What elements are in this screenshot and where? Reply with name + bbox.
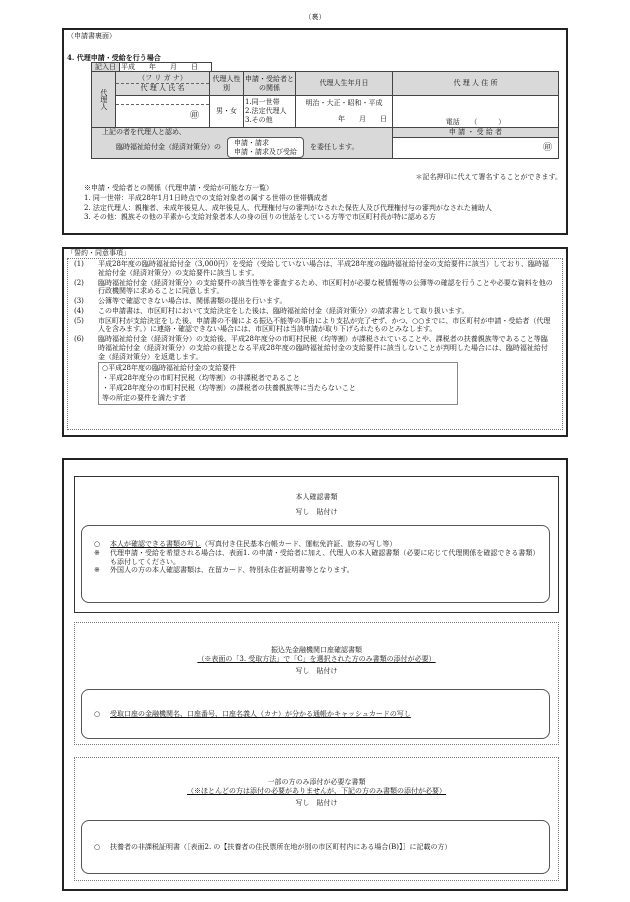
requirement-line: ○平成28年度の臨時福祉給付金の支給要件 (102, 364, 237, 373)
pledge-item: (4) この申請書は、市区町村において支給決定をした後は、臨時福祉給付金（経済対策分）の請求書として取り扱います。 (74, 306, 469, 315)
pledge-item: (5) 市区町村が支給決定をした後、申請書の不備による振込不能等の事由により支払が完了せず、かつ、○○までに、市区町村が申請・受給者（代理人を含みます。）に連絡・確認できない場合には、市区町村は当該申請が取り下げられたものとみなします。 (74, 316, 551, 334)
section-title: 4. 代理申請・受給を行う場合 (67, 53, 161, 62)
page-label: （裏） (304, 13, 326, 21)
id-docs-paste-area[interactable] (81, 525, 550, 603)
some-docs-item: 扶養者の非課税証明書（［表面2. の【扶養者の住民票所在地が別の市区町村内にある場合(B)】］に記載の方） (110, 843, 452, 851)
id-docs-title: 本人確認書類 (295, 493, 338, 501)
bank-docs-item: 受取口座の金融機関名、口座番号、口座名義人（カナ）が分かる通帳かキャッシュカードの写し (110, 710, 411, 718)
some-docs-title: 一部の方のみ添付が必要な書類 (267, 778, 366, 786)
delegate-option-1[interactable]: 申請・請求 (234, 138, 269, 147)
bank-documents-box (74, 622, 559, 745)
requirement-line: 等の所定の要件を満たす者 (102, 393, 186, 402)
requirement-line: ・平成28年度分の市町村民税（均等割）の課税者の扶養親族等に当たらないこと (102, 383, 356, 392)
entry-date-label: 記入日 (92, 63, 120, 73)
id-docs-note: ※ 代理申請・受給を希望される場合は、表面1. の申請・受給者に加え、代理人の本人確認書類（必要に応じて代理関係を確認できる書類）も添付してください。 (94, 548, 536, 566)
bank-docs-subtitle: （※表面の「3. 受取方法」で「C」を選択された方のみ書類の添付が必要） (197, 654, 436, 663)
section-header: （申請書裏面） (67, 32, 116, 40)
delegate-option-2[interactable]: 申請・請求及び受給 (234, 147, 297, 156)
pledge-item: (2) 臨時福祉給付金（経済対策分）の支給要件の該当性等を審査するため、市区町村が必要な税情報等の公簿等の確認を行うことや必要な資料を他の行政機関等に求めることに同意します。 (74, 278, 553, 296)
furigana-header: （フ リ ガ ナ） (116, 74, 209, 84)
some-docs-subtitle: （※ほとんどの方は添付の必要がありませんが、下記の方のみ書類の添付が必要） (187, 786, 446, 795)
id-docs-note: ※ 外国人の方の本人確認書類は、在留カード、特別永住者証明書等となります。 (94, 566, 354, 575)
delegate-line-2: 臨時福祉給付金（経済対策分）の (116, 143, 221, 152)
name-field[interactable] (116, 105, 209, 127)
pledge-item: (3) 公簿等で確認できない場合は、関係書類の提出を行います。 (74, 297, 287, 305)
some-docs-paste-area[interactable] (81, 820, 550, 874)
relation-option-3[interactable]: 3.その他 (245, 115, 273, 124)
delegate-line-1: 上記の者を代理人と認め、 (102, 128, 186, 136)
phone-field[interactable]: 電話 （ ） (445, 118, 506, 127)
applicant-header: 申 請 ・ 受 給 者 (393, 128, 558, 138)
requirements-box (98, 362, 458, 405)
relation-item: 2. 法定代理人：親権者、未成年後見人、成年後見人、代理権付与の審判がなされた保佐人及び代理権付与の審判がなされた補助人 (84, 203, 492, 212)
address-header: 代 理 人 住 所 (393, 72, 559, 96)
agent-label: 代理人 (92, 72, 116, 128)
id-documents-box (74, 476, 559, 613)
relations-list (84, 184, 492, 223)
pledge-section (62, 247, 568, 437)
name-header: 代 理 人 氏 名 (140, 84, 185, 92)
relation-header: 申請・受給者との関係 (244, 72, 296, 96)
entry-date-field[interactable]: 平成 年 月 日 (120, 63, 212, 73)
id-docs-paste: 写し 貼付け (295, 507, 338, 516)
agent-table (91, 71, 559, 159)
delegate-end: を委任します。 (310, 143, 359, 152)
bullet: ○ (94, 710, 101, 718)
pledge-title: 「誓約・同意事項」 (67, 249, 130, 257)
era-options[interactable]: 明治・大正・昭和・平成 (305, 99, 383, 108)
seal-mark: ㊞ (542, 143, 552, 153)
seal-mark: ㊞ (189, 111, 199, 121)
gender-header: 代理人性別 (210, 72, 244, 96)
bank-docs-paste-area[interactable] (81, 689, 550, 739)
id-docs-item: ○ 本人が確認できる書類の写し（写真付き住民基本台帳カード、運転免許証、旅券の写し等） (94, 540, 397, 548)
some-documents-box (74, 757, 559, 881)
bullet: ○ (94, 843, 101, 851)
furigana-field[interactable] (116, 96, 209, 105)
some-docs-paste: 写し 貼付け (295, 798, 338, 807)
relations-title: ※申請・受給者との関係（代理申請・受給が可能な方一覧） (84, 184, 273, 192)
signature-note: ＊記名押印に代えて署名することができます。 (415, 173, 562, 181)
relation-item: 3. その他：親族その他の平素から支給対象者本人の身の回りの世話をしている方等で市区町村長が特に認める方 (84, 213, 436, 222)
requirement-line: ・平成28年度分の市町村民税（均等割）の非課税者であること (102, 374, 300, 382)
relation-item: 1. 同一世帯：平成28年1月1日時点での支給対象者の属する世帯の世帯構成者 (84, 193, 328, 202)
bank-docs-paste: 写し 貼付け (295, 666, 338, 675)
relation-option-1[interactable]: 1.同一世帯 (245, 98, 280, 107)
applicant-signature-field[interactable] (393, 138, 558, 154)
pledge-item: (1) 平成28年度の臨時福祉給付金（3,000円）を受給（受給していない場合は、平成28年度の臨時福祉給付金の支給要件に該当）しており、臨時福祉給付金（経済対策分）の支給要件に該当します。 (74, 260, 549, 277)
gender-options[interactable]: 男・女 (210, 96, 244, 128)
pledge-items (67, 258, 563, 430)
relation-option-2[interactable]: 2.法定代理人 (245, 107, 287, 116)
bank-docs-title: 振込先金融機関口座確認書類 (271, 646, 362, 654)
birth-header: 代理人生年月日 (296, 72, 393, 96)
attachments-section (62, 458, 568, 891)
birth-date-field[interactable]: 年 月 日 (338, 115, 387, 123)
pledge-item: (6) 臨時福祉給付金（経済対策分）の支給後、平成28年度分の市町村民税（均等割）が課税されていることや、課税者の扶養親族等であること等臨時福祉給付金（経済対策分）の支給の前提となる平成28年度の臨時福祉給付金の支給要件に該当しないことが判明した場合には、臨時福祉給付金（経済対策分）を返還します。 (74, 335, 548, 361)
proxy-section (62, 28, 568, 235)
